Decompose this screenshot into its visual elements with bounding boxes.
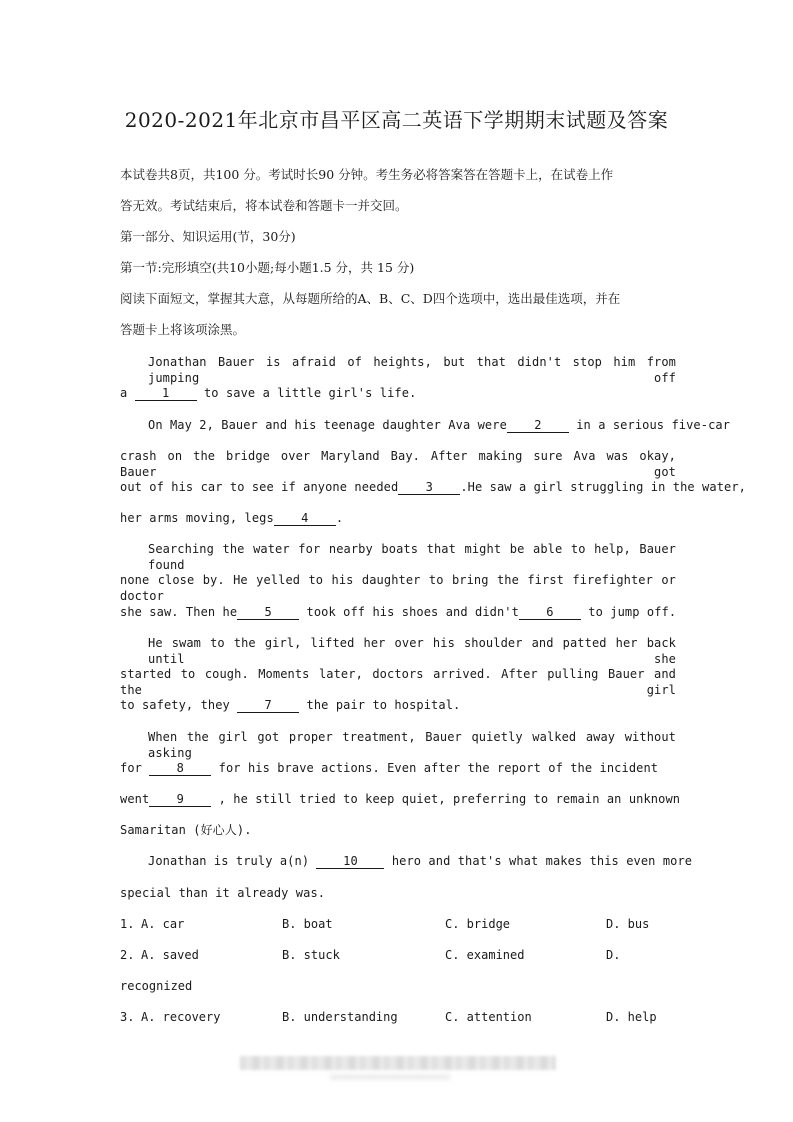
passage-text: hero and that's what makes this even more [391,854,693,868]
blank-3: 3 [398,480,460,495]
part-heading: 第一部分、知识运用(节，30分) [120,229,296,244]
passage-line [148,853,693,869]
passage-line: Searching the water for nearby boats that might be able to help, Bauer found [148,542,676,572]
passage-text: to save a little girl's life. [203,386,417,400]
passage-text: the pair to hospital. [306,698,461,712]
passage-line [120,479,747,495]
option-c: C. attention [445,1010,532,1024]
option-d: D. [606,948,621,962]
option-d: D. help [606,1010,657,1024]
question-number: 2. [120,948,135,962]
passage-text: in a serious five-car [576,418,731,432]
passage-text: to safety, they [120,698,230,712]
passage-line: none close by. He yelled to his daughter to bring the first firefighter or doctor [120,573,676,603]
blurred-footer-watermark [330,1074,450,1080]
passage-text: .He saw a girl struggling in the water, [460,480,747,494]
passage-line [120,385,676,401]
passage-text: out of his car to see if anyone needed [120,480,399,494]
passage-text: , he still tried to keep quiet, preferring to remain an unknown [218,792,681,806]
passage-text: took off his shoes and didn't [306,605,519,619]
blank-4: 4 [274,511,336,526]
passage-line [120,604,676,620]
option-c: C. examined [445,948,525,962]
passage-text: Jonathan is truly a(n) [148,854,310,868]
intro-line-2: 答无效。考试结束后，将本试卷和答题卡一并交回。 [120,198,408,213]
option-a: A. saved [141,948,199,962]
passage-line: crash on the bridge over Maryland Bay. After making sure Ava was okay, Bauer got [120,449,676,479]
section-heading: 第一节:完形填空(共10小题;每小题1.5 分，共 15 分) [120,260,415,275]
passage-line: started to cough. Moments later, doctors arrived. After pulling Bauer and the girl [120,667,676,697]
option-b: B. stuck [282,948,340,962]
passage-text: for [120,761,142,775]
passage-text: for his brave actions. Even after the report of the incident [218,761,659,775]
document-title: 2020-2021年北京市昌平区高二英语下学期期末试题及答案 [124,108,669,132]
passage-text: her arms moving, legs [120,511,274,525]
blank-1: 1 [135,386,197,401]
passage-text: she saw. Then he [120,605,238,619]
passage-text: On May 2, Bauer and his teenage daughter Ava were [148,418,507,432]
option-d-text: recognized [120,979,193,993]
instruction-line-1: 阅读下面短文，掌握其大意，从每题所给的A、B、C、D四个选项中，选出最佳选项，并在 [120,291,621,306]
blank-8: 8 [149,761,211,776]
passage-line [120,760,676,776]
option-a: A. recovery [141,1010,221,1024]
passage-text: . [335,511,344,525]
blank-9: 9 [149,792,211,807]
blurred-footer-watermark [240,1056,556,1070]
option-d: D. bus [606,917,650,931]
passage-text: to jump off. [588,605,677,619]
instruction-line-2: 答题卡上将该项涂黑。 [120,322,246,337]
blank-7: 7 [237,698,299,713]
passage-line: special than it already was. [120,886,326,900]
passage-line: He swam to the girl, lifted her over his shoulder and patted her back until she [148,636,676,666]
intro-line-1: 本试卷共8页，共100 分。考试时长90 分钟。考生务必将答案答在答题卡上，在试卷上作 [120,167,614,182]
option-b: B. boat [282,917,333,931]
passage-line: Samaritan (好心人). [120,823,252,837]
passage-text: a [120,386,128,400]
passage-line [120,697,676,713]
passage-line [148,417,731,433]
passage-text: went [120,792,150,806]
blank-10: 10 [316,854,384,869]
option-b: B. understanding [282,1010,398,1024]
option-c: C. bridge [445,917,511,931]
question-number: 1. [120,917,135,931]
passage-line [120,791,681,807]
blank-2: 2 [507,418,569,433]
option-a: A. car [141,917,185,931]
question-number: 3. [120,1010,135,1024]
blank-6: 6 [519,605,581,620]
blank-5: 5 [237,605,299,620]
passage-line: Jonathan Bauer is afraid of heights, but that didn't stop him from jumping off [148,355,676,385]
passage-line: When the girl got proper treatment, Bauer quietly walked away without asking [148,730,676,760]
passage-line [120,510,676,526]
